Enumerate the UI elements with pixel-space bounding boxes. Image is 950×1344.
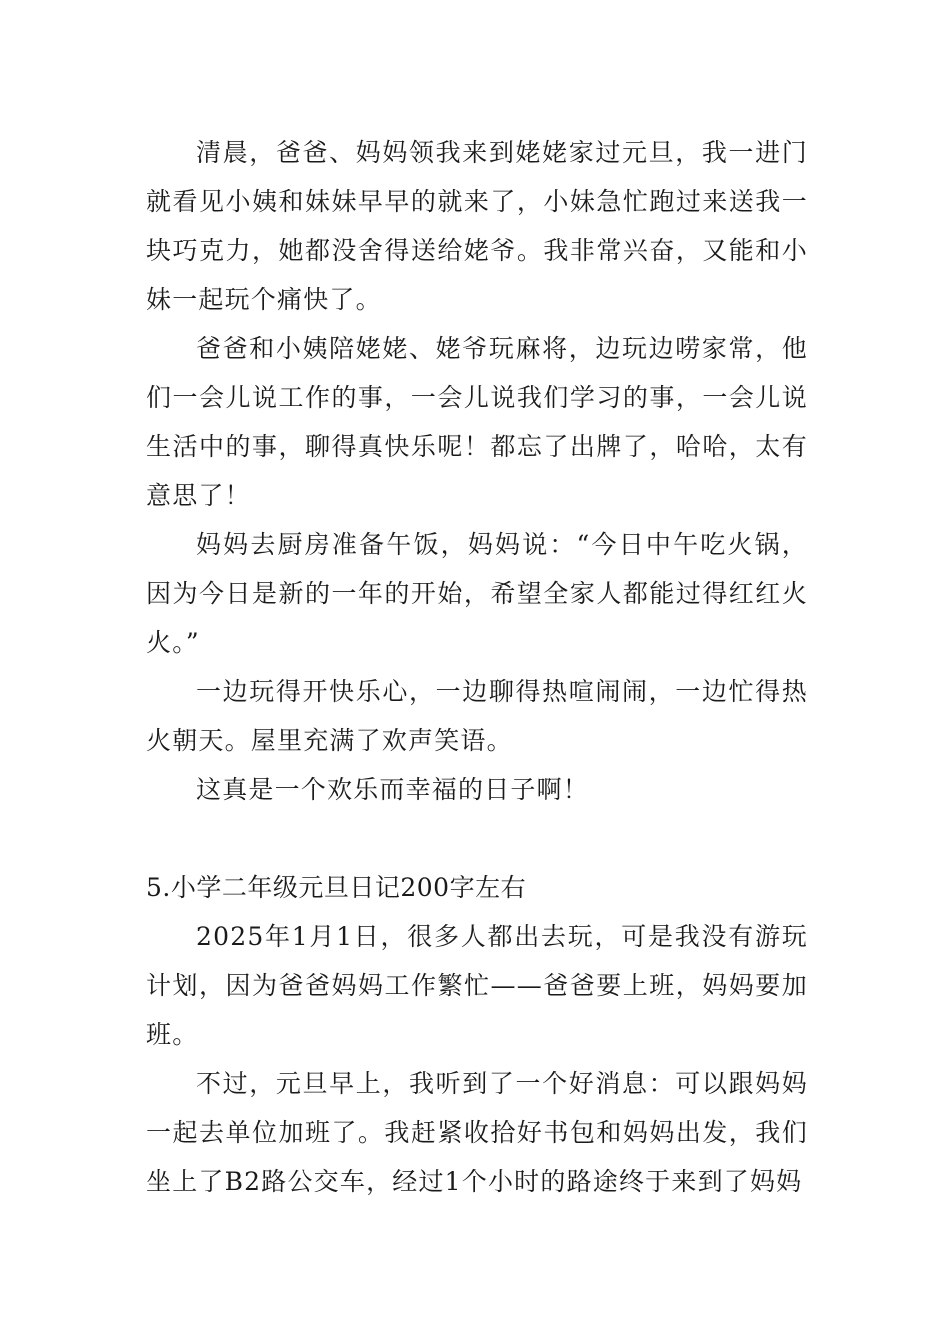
paragraph: 妈妈去厨房准备午饭，妈妈说：“今日中午吃火锅，因为今日是新的一年的开始，希望全家人都能过得红红火火。”: [146, 530, 808, 657]
paragraph: 2025年1月1日，很多人都出去玩，可是我没有游玩计划，因为爸爸妈妈工作繁忙——爸爸要上班，妈妈要加班。: [146, 922, 808, 1049]
paragraph: 不过，元旦早上，我听到了一个好消息：可以跟妈妈一起去单位加班了。我赶紧收拾好书包和妈妈出发，我们坐上了B2路公交车，经过1个小时的路途终于来到了妈妈: [146, 1069, 808, 1196]
paragraph: 一边玩得开快乐心，一边聊得热喧闹闹，一边忙得热火朝天。屋里充满了欢声笑语。: [146, 677, 808, 755]
document-body: [146, 128, 808, 1206]
paragraph: 这真是一个欢乐而幸福的日子啊！: [196, 775, 590, 804]
paragraph: 清晨，爸爸、妈妈领我来到姥姥家过元旦，我一进门就看见小姨和妹妹早早的就来了，小妹急忙跑过来送我一块巧克力，她都没舍得送给姥爷。我非常兴奋，又能和小妹一起玩个痛快了。: [146, 138, 808, 314]
section-spacer: [146, 814, 808, 863]
section-heading: 5.小学二年级元旦日记200字左右: [146, 873, 527, 902]
paragraph: 爸爸和小姨陪姥姥、姥爷玩麻将，边玩边唠家常，他们一会儿说工作的事，一会儿说我们学习的事，一会儿说生活中的事，聊得真快乐呢！都忘了出牌了，哈哈，太有意思了！: [146, 334, 808, 510]
